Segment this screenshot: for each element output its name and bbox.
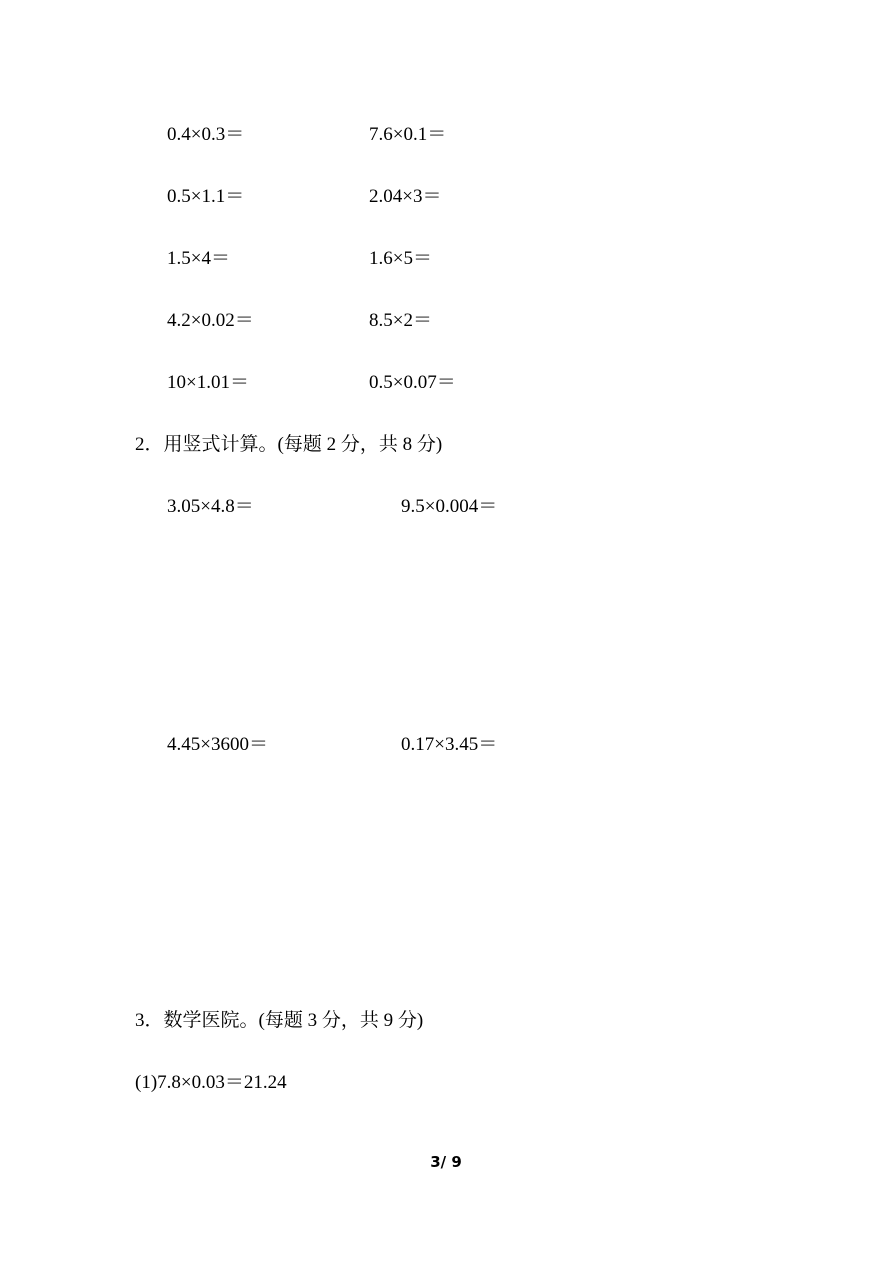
problem-2-left: 0.5×1.1＝ (167, 186, 245, 207)
problem-4-right: 8.5×2＝ (369, 310, 432, 331)
problem-2-right: 2.04×3＝ (369, 186, 442, 207)
vertical-problem-2: 9.5×0.004＝ (401, 496, 498, 517)
problem-5-left: 10×1.01＝ (167, 372, 249, 393)
problem-4-left: 4.2×0.02＝ (167, 310, 254, 331)
problem-1-right: 7.6×0.1＝ (369, 124, 447, 145)
section3-item-1: (1)7.8×0.03＝21.24 (135, 1072, 287, 1093)
page-number: 3/ 9 (430, 1153, 462, 1171)
vertical-problem-3: 4.45×3600＝ (167, 734, 268, 755)
vertical-problem-1: 3.05×4.8＝ (167, 496, 254, 517)
problem-5-right: 0.5×0.07＝ (369, 372, 456, 393)
problem-3-left: 1.5×4＝ (167, 248, 230, 269)
problem-1-left: 0.4×0.3＝ (167, 124, 245, 145)
section2-heading: 2．用竖式计算。(每题 2 分，共 8 分) (135, 434, 443, 455)
section3-heading: 3．数学医院。(每题 3 分，共 9 分) (135, 1010, 424, 1031)
vertical-problem-4: 0.17×3.45＝ (401, 734, 498, 755)
problem-3-right: 1.6×5＝ (369, 248, 432, 269)
